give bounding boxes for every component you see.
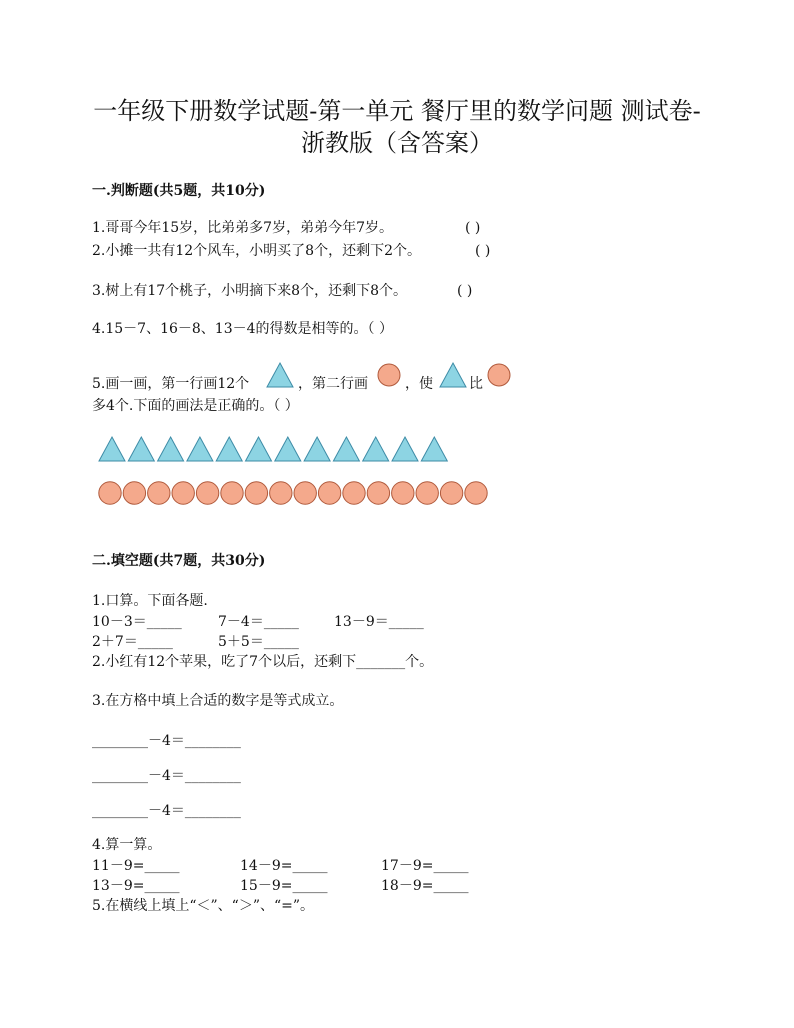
equation-blank[interactable]: ________－4＝________: [92, 733, 241, 749]
calc-item[interactable]: 13－9＝_____: [334, 614, 424, 630]
question-2-1-title: 1.口算。下面各题.: [92, 593, 208, 609]
circle-icon: [416, 482, 438, 504]
circle-icon: [123, 482, 145, 504]
calc-item[interactable]: 2＋7＝_____: [92, 634, 173, 650]
question-2-5: 5.在横线上填上“＜”、“＞”、“=”。: [92, 898, 315, 914]
answer-paren[interactable]: ( ): [475, 243, 491, 259]
circle-icon: [148, 482, 170, 504]
question-1-4: 4.15－7、16－8、13－4的得数是相等的。（ ）: [92, 321, 393, 337]
circle-icon: [294, 482, 316, 504]
triangle-icon: [158, 437, 184, 461]
page-title-line2: 浙教版（含答案）: [301, 129, 493, 157]
triangle-icon: [266, 362, 294, 388]
question-1-5-part-c: ，使: [405, 376, 433, 392]
question-1-2: [92, 242, 421, 260]
answer-paren[interactable]: ( ): [457, 283, 473, 299]
section2-heading: 二.填空题(共7题，共30分): [92, 553, 266, 569]
triangle-icon: [333, 437, 359, 461]
question-1-3: [92, 282, 407, 300]
triangle-icon: [246, 437, 272, 461]
question-1-5-part-b: ，第二行画: [298, 376, 368, 392]
question-text: 1.哥哥今年15岁，比弟弟多7岁，弟弟今年7岁。: [92, 220, 393, 236]
question-text: 2.小摊一共有12个风车，小明买了8个，还剩下2个。: [92, 243, 421, 259]
circle-icon: [392, 482, 414, 504]
circle-icon: [221, 482, 243, 504]
calc-item[interactable]: 11－9=_____: [92, 858, 180, 874]
section1-heading: 一.判断题(共5题，共10分): [92, 183, 266, 199]
calc-item[interactable]: 15－9=_____: [240, 878, 328, 894]
calc-item[interactable]: 5＋5＝_____: [218, 634, 299, 650]
question-1-1: [92, 219, 393, 237]
question-1-5-part-a: 5.画一画，第一行画12个: [92, 376, 250, 392]
equation-blank[interactable]: ________－4＝________: [92, 768, 241, 784]
triangle-icon: [421, 437, 447, 461]
triangle-icon: [439, 362, 467, 388]
calc-item[interactable]: 18－9=_____: [381, 878, 469, 894]
circle-icon: [487, 363, 511, 387]
circle-icon: [440, 482, 462, 504]
question-2-3: 3.在方格中填上合适的数字是等式成立。: [92, 693, 344, 709]
equation-blank[interactable]: ________－4＝________: [92, 803, 241, 819]
circle-icon: [367, 482, 389, 504]
circle-row-svg: [98, 480, 498, 510]
circle-icon: [245, 482, 267, 504]
circle-icon: [465, 482, 487, 504]
triangle-icon: [363, 437, 389, 461]
question-1-5-line2: 多4个.下面的画法是正确的。（ ）: [92, 398, 299, 414]
circle-icon: [196, 482, 218, 504]
triangle-icon: [99, 437, 125, 461]
question-2-4-title: 4.算一算。: [92, 837, 162, 853]
answer-paren[interactable]: ( ): [465, 220, 481, 236]
page-title-line1: 一年级下册数学试题-第一单元 餐厅里的数学问题 测试卷-: [93, 97, 701, 125]
calc-item[interactable]: 17－9=_____: [381, 858, 469, 874]
question-2-2: 2.小红有12个苹果，吃了7个以后，还剩下_______个。: [92, 654, 434, 670]
circle-icon: [377, 363, 401, 387]
calc-item[interactable]: 13－9=_____: [92, 878, 180, 894]
triangle-icon: [392, 437, 418, 461]
triangle-icon: [275, 437, 301, 461]
circle-icon: [343, 482, 365, 504]
circle-icon: [99, 482, 121, 504]
calc-item[interactable]: 10－3＝_____: [92, 614, 182, 630]
circle-icon: [318, 482, 340, 504]
question-1-5-part-d: 比: [469, 376, 483, 392]
triangle-row-svg: [98, 436, 458, 466]
triangle-icon: [304, 437, 330, 461]
triangle-icon: [216, 437, 242, 461]
calc-item[interactable]: 14－9=_____: [240, 858, 328, 874]
triangle-icon: [128, 437, 154, 461]
question-text: 3.树上有17个桃子，小明摘下来8个，还剩下8个。: [92, 283, 407, 299]
circle-icon: [270, 482, 292, 504]
calc-item[interactable]: 7－4＝_____: [218, 614, 299, 630]
triangle-icon: [187, 437, 213, 461]
circle-icon: [172, 482, 194, 504]
